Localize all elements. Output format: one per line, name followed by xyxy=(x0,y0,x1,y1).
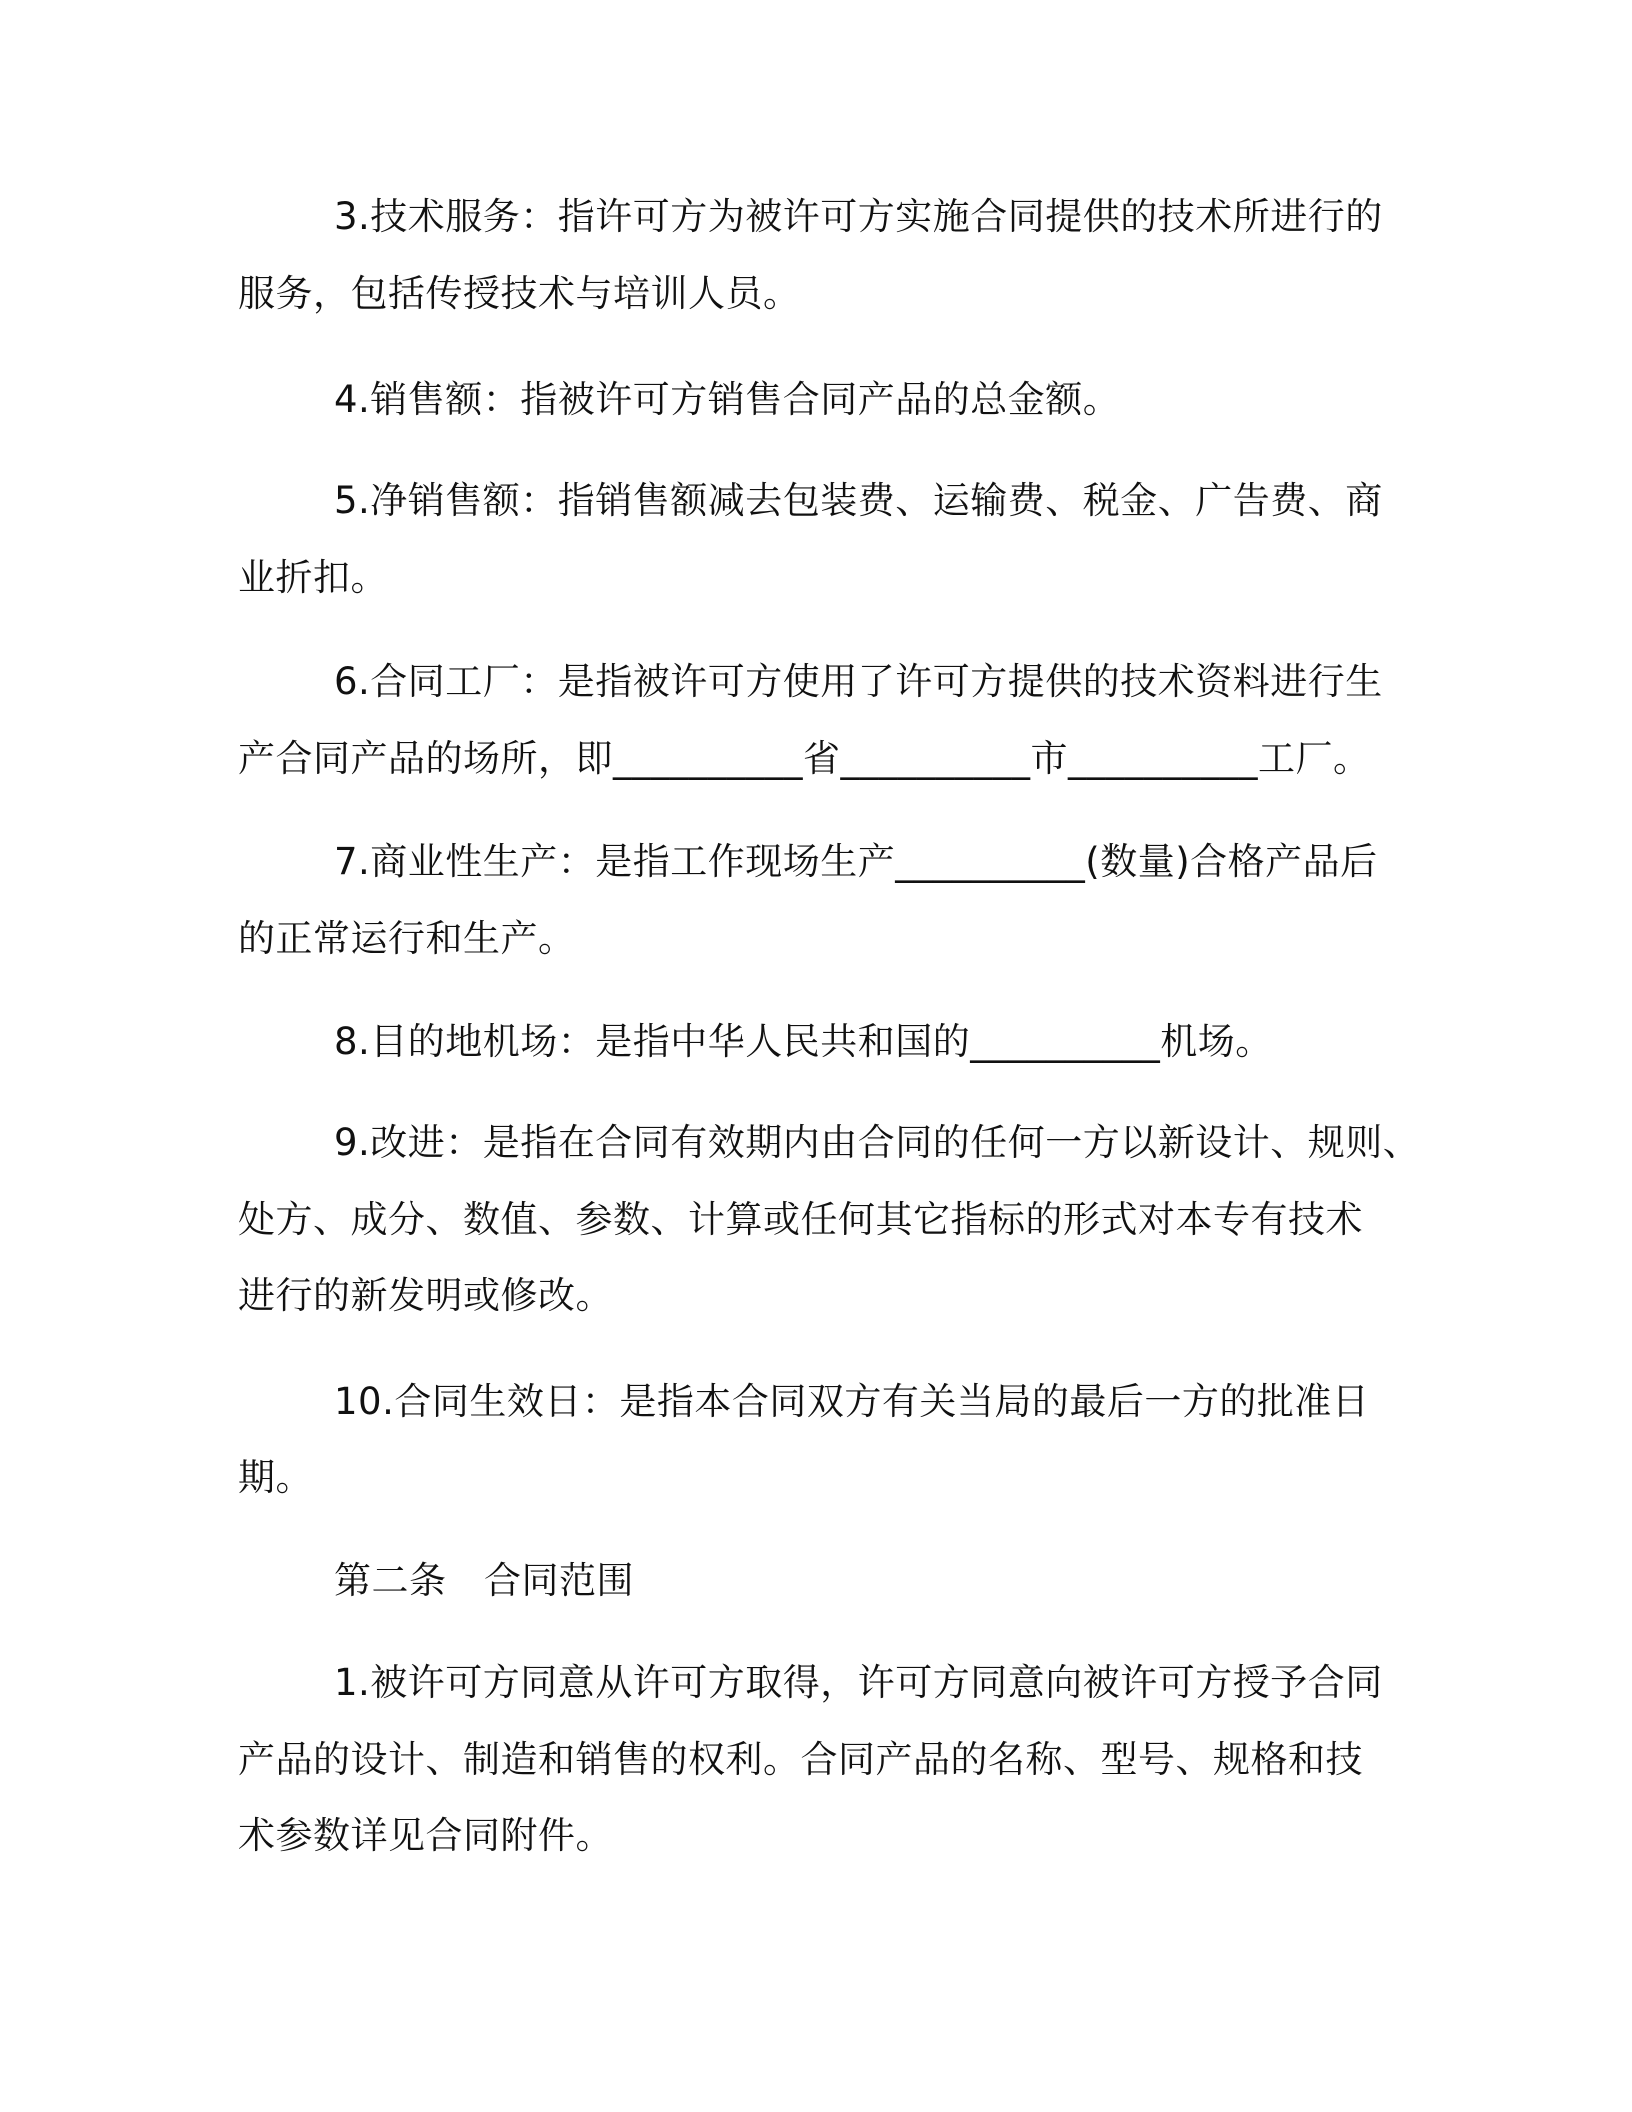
paragraph-3-line-2: 服务，包括传授技术与培训人员。 xyxy=(238,272,801,315)
paragraph-8-line-1: 8.目的地机场：是指中华人民共和国的__________机场。 xyxy=(334,1020,1273,1063)
paragraph-7-line-1: 7.商业性生产：是指工作现场生产__________(数量)合格产品后 xyxy=(334,840,1378,883)
paragraph-4-line-1: 4.销售额：指被许可方销售合同产品的总金额。 xyxy=(334,378,1121,421)
scope-paragraph-1-line-1: 1.被许可方同意从许可方取得，许可方同意向被许可方授予合同 xyxy=(334,1661,1383,1704)
paragraph-7-line-2: 的正常运行和生产。 xyxy=(238,917,576,960)
paragraph-3-line-1: 3.技术服务：指许可方为被许可方实施合同提供的技术所进行的 xyxy=(334,195,1383,238)
article-2-heading: 第二条 合同范围 xyxy=(334,1559,634,1602)
paragraph-9-line-1: 9.改进：是指在合同有效期内由合同的任何一方以新设计、规则、 xyxy=(334,1121,1421,1164)
paragraph-10-line-1: 10.合同生效日：是指本合同双方有关当局的最后一方的批准日 xyxy=(334,1380,1370,1423)
scope-paragraph-1-line-3: 术参数详见合同附件。 xyxy=(238,1814,613,1857)
paragraph-10-line-2: 期。 xyxy=(238,1456,313,1499)
paragraph-9-line-3: 进行的新发明或修改。 xyxy=(238,1274,613,1317)
scope-paragraph-1-line-2: 产品的设计、制造和销售的权利。合同产品的名称、型号、规格和技 xyxy=(238,1738,1363,1781)
paragraph-5-line-2: 业折扣。 xyxy=(238,556,388,599)
paragraph-6-line-1: 6.合同工厂：是指被许可方使用了许可方提供的技术资料进行生 xyxy=(334,660,1383,703)
paragraph-6-line-2: 产合同产品的场所，即__________省__________市__________工厂。 xyxy=(238,737,1371,780)
paragraph-5-line-1: 5.净销售额：指销售额减去包装费、运输费、税金、广告费、商 xyxy=(334,479,1383,522)
paragraph-9-line-2: 处方、成分、数值、参数、计算或任何其它指标的形式对本专有技术 xyxy=(238,1198,1363,1241)
